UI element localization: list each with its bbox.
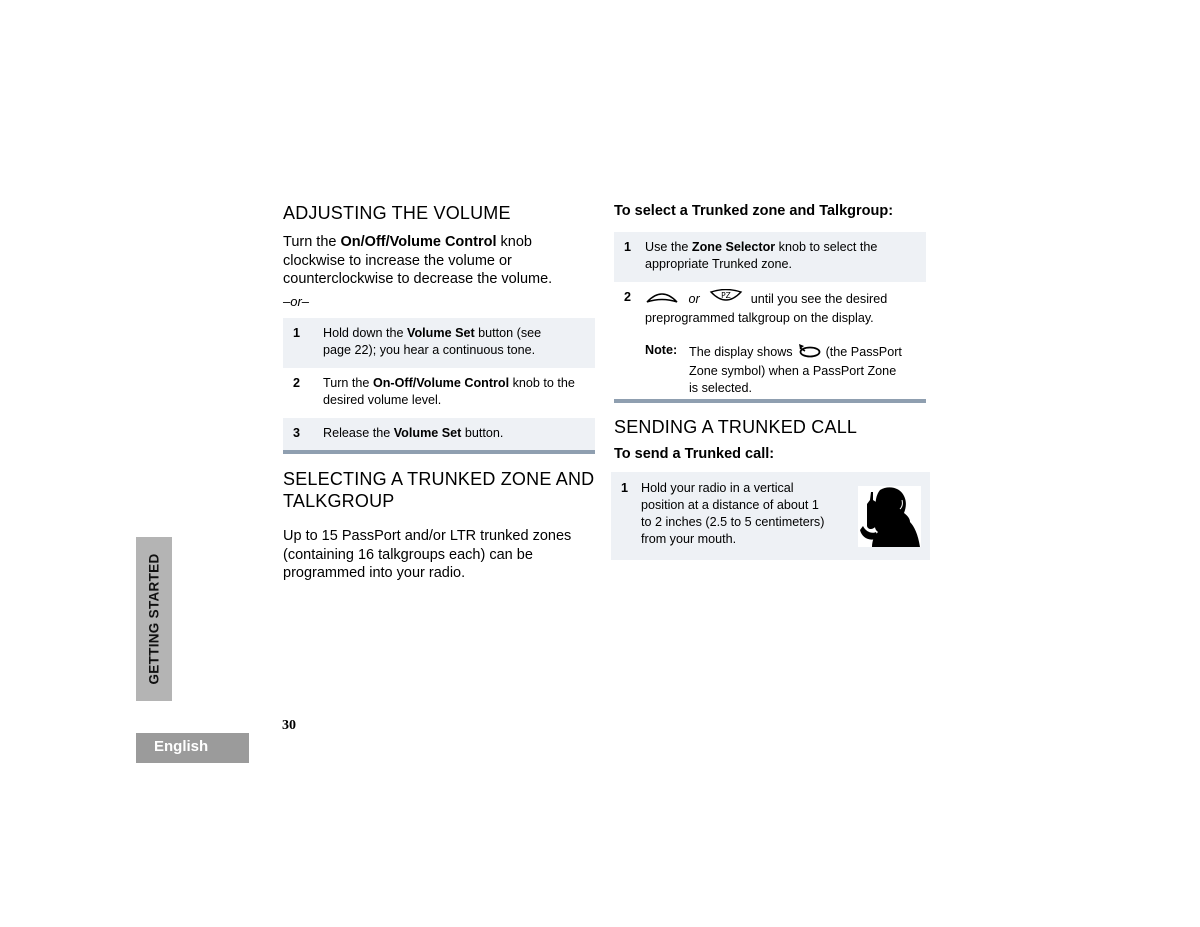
- step-number: 1: [624, 240, 632, 254]
- step-bold: Volume Set: [393, 426, 462, 440]
- send-call-section-title: SENDING A TRUNKED CALL: [614, 417, 858, 437]
- passport-zone-icon: [796, 342, 822, 363]
- selecting-section-title: [283, 468, 603, 512]
- select-zone-subhead: To select a Trunked zone and Talkgroup:: [614, 203, 894, 219]
- volume-section-title: ADJUSTING THE VOLUME: [283, 203, 511, 223]
- volume-step-1: [283, 325, 595, 361]
- or-word: or: [688, 291, 700, 306]
- step-text: desired volume level.: [323, 393, 442, 407]
- intro-text: knob: [496, 234, 532, 250]
- step-bold: Zone Selector: [691, 240, 776, 254]
- language-tab: [136, 733, 249, 763]
- step-bold: Volume Set: [407, 326, 475, 340]
- step-text: preprogrammed talkgroup on the display.: [645, 311, 874, 325]
- selecting-body: [283, 527, 603, 583]
- step-text: Release the: [323, 426, 394, 440]
- step-text: Turn the: [323, 376, 373, 390]
- zone-step-1: [614, 239, 926, 275]
- pz-button-icon: [709, 289, 743, 310]
- step-text: Hold your radio in a vertical: [641, 481, 794, 495]
- note-label: Note:: [645, 343, 678, 357]
- note-text: The display shows: [689, 344, 797, 359]
- intro-line: counterclockwise to decrease the volume.: [283, 271, 553, 287]
- title-line: SELECTING A TRUNKED ZONE AND: [283, 469, 595, 489]
- pz-label: PZ: [721, 291, 732, 300]
- section-divider: [283, 450, 595, 454]
- zone-step-2: [614, 289, 926, 325]
- step-text: page 22); you hear a continuous tone.: [323, 343, 536, 357]
- or-separator: –or–: [283, 294, 310, 309]
- body-line: Up to 15 PassPort and/or LTR trunked zones: [283, 528, 572, 544]
- send-call-subhead: To send a Trunked call:: [614, 446, 775, 462]
- intro-line: clockwise to increase the volume or: [283, 252, 512, 269]
- title-line: TALKGROUP: [283, 491, 395, 511]
- volume-step-2: [283, 375, 595, 411]
- language-tab-label: English: [154, 738, 209, 755]
- person-speaking-into-radio-icon: [858, 486, 921, 547]
- step-number: 3: [293, 426, 301, 440]
- body-line: (containing 16 talkgroups each) can be: [283, 546, 533, 563]
- step-number: 1: [621, 481, 629, 495]
- intro-text: Turn the: [283, 234, 341, 250]
- step-text: knob to the: [509, 376, 575, 390]
- side-tab-label: GETTING STARTED: [146, 553, 162, 685]
- step-text: position at a distance of about 1: [641, 498, 819, 512]
- step-text: button.: [461, 426, 504, 440]
- intro-bold: On/Off/Volume Control: [340, 234, 497, 250]
- up-arrow-button-icon: [645, 289, 679, 310]
- step-number: 1: [293, 326, 301, 340]
- note-text: Zone symbol) when a PassPort Zone: [689, 364, 897, 378]
- step-text: Use the: [645, 240, 692, 254]
- step-number: 2: [624, 290, 632, 304]
- step-text: appropriate Trunked zone.: [645, 257, 793, 271]
- section-divider: [614, 399, 926, 403]
- volume-intro: [283, 233, 583, 289]
- getting-started-side-tab: [136, 537, 172, 701]
- step-text: from your mouth.: [641, 532, 737, 546]
- step-text: button (see: [474, 326, 542, 340]
- step-text: to 2 inches (2.5 to 5 centimeters): [641, 515, 825, 529]
- step-text: until you see the desired: [750, 291, 888, 306]
- note-text: is selected.: [689, 381, 752, 395]
- page-number: 30: [282, 718, 296, 733]
- send-step-1: [611, 480, 851, 552]
- volume-step-3: [283, 425, 595, 443]
- step-number: 2: [293, 376, 301, 390]
- step-text: Hold down the: [323, 326, 408, 340]
- step-text: knob to select the: [775, 240, 878, 254]
- step-bold: On-Off/Volume Control: [372, 376, 510, 390]
- body-line: programmed into your radio.: [283, 565, 466, 581]
- note-text: (the PassPort: [822, 344, 902, 359]
